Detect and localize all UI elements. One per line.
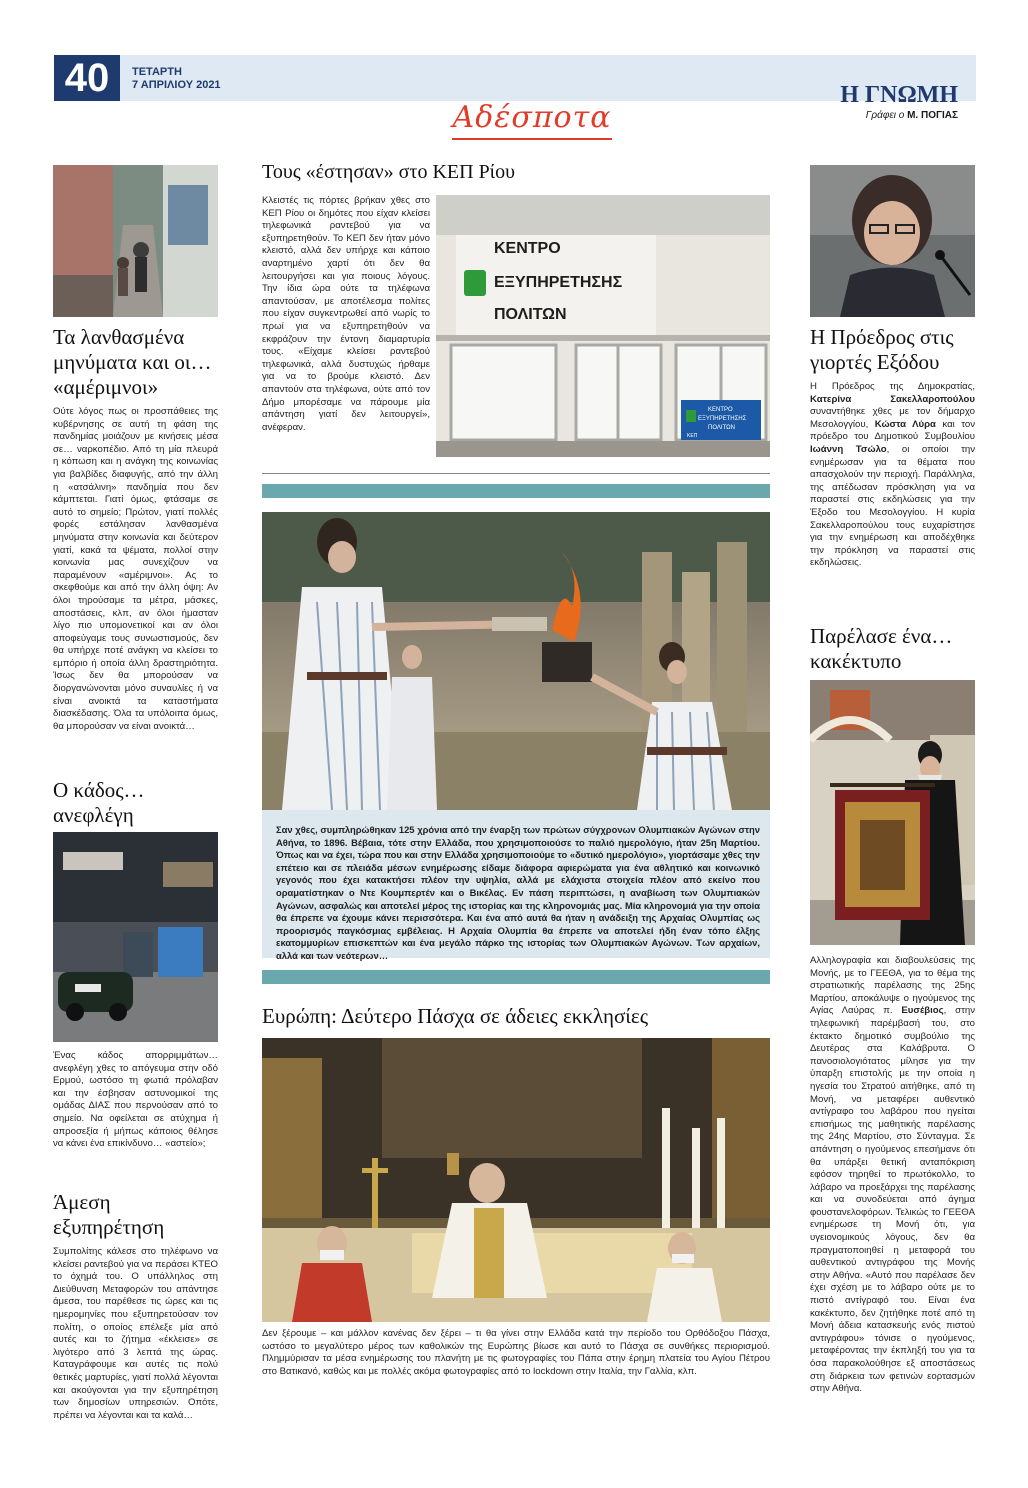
issue-date (132, 66, 221, 92)
issue-full-date: 7 ΑΠΡΙΛΙΟΥ 2021 (132, 79, 221, 91)
president-name-2: Κώστα Λύρα (874, 418, 936, 430)
olympic-flame-photo (262, 512, 770, 810)
story-2 (53, 778, 218, 828)
president-headline: Η Πρόεδρος στις γιορτές Εξόδου (810, 325, 954, 374)
story-2-body: Ένας κάδος απορριμμάτων… ανεφλέγη χθες το απόγευμα στην οδό Ερμού, ωστόσο τη φωτιά πρόλαβαν και την έσβησαν αστυνομικοί της ομάδας ΔΙΑΣ που περνούσαν από το σημείο. Να οφείλεται σε ατύχημα ή απροσεξία ή μήπως κάποιος θέλησε να κάνει ένα επικίνδυνο… «αστείο»; (53, 1050, 218, 1150)
parade-headline: Παρέλασε ένα… κακέκτυπο (810, 624, 953, 673)
parade-body (810, 955, 975, 1396)
section-title: Αδέσποτα (452, 100, 612, 135)
kep-body-col (262, 195, 430, 434)
olympic-caption-col (276, 824, 760, 963)
pope-easter-photo (262, 1038, 770, 1322)
issue-day: ΤΕΤΑΡΤΗ (132, 66, 182, 78)
bin-fire-photo (53, 832, 218, 1042)
story-3 (53, 1190, 218, 1422)
kep-sign-line2: ΕΞΥΠΗΡΕΤΗΣΗΣ (494, 274, 623, 291)
europe-body: Δεν ξέρουμε – και μάλλον κανένας δεν ξέρει – τι θα γίνει στην Ελλάδα κατά την περίοδο του Ορθόδοξου Πάσχα, ωστόσο το μεγαλύτερο μέρος των καθολικών της Ευρώπης βίωσε και αυτό το Πάσχα σε συνθήκες περιορισμού. Πλημμύρισαν τα μέσα ενημέρωσης του πλανήτη με τις φωτογραφίες του Πάπα στην έρημη πλατεία του Αγίου Πέτρου στο Βατικανό, καθώς και με πολλές ακόμα φωτογραφίες από το lockdown στην Ιταλία, την Γαλλία, κλπ. (262, 1328, 770, 1377)
kep-small-sign-4: ΚΕΠ (687, 433, 698, 439)
story-1-body: Ούτε λόγος πως οι προσπάθειες της κυβέρνησης σε αυτή τη φάση της πανδημίας μοιάζουν με κινήσεις μέσα σε… ναρκοπέδιο. Από τη μία πλευρά η κόπωση και η ανάγκη της κοινωνίας για βαλβίδες διαφυγής, από την άλλη η «ατσάλινη» πανδημία που δεν κάμπτεται. Γιατί όμως, φτάσαμε σε αυτό το σημείο; Πρώτον, γιατί πολλές φορές εστάλησαν λανθασμένα μηνύματα στην κοινωνία και δεύτερον γιατί, κακά τα ψέματα, πολλοί στην κοινωνία μας συνεχίζουν να παραμένουν «αμέριμνοι». Ας το σκεφθούμε και από την άλλη όψη: Αν όλοι τηρούσαμε τα μέτρα, μάσκες, αποστάσεις, κλπ, αν όλοι ήμασταν λίγο πιο υπομονετικοί και αν όλοι αποφεύγαμε τους συνωστισμούς, δεν θα υπήρχε ποτέ ανάγκη να κλείσει το εμπόριο ή οποία άλλη δραστηριότητα. Ίσως δεν θα μπορούσαν να διοργανώνονται μόνο συναυλίες ή να είναι ανοικτά τα καταστήματα διασκέδασης. Όλα τα υπόλοιπα όμως, θα μπορούσαν να είναι ανοικτά… (53, 406, 218, 732)
europe-headline: Ευρώπη: Δεύτερο Πάσχα σε άδειες εκκλησίες (262, 1004, 649, 1028)
president-body-a: Η Πρόεδρος της Δημοκρατίας, (810, 381, 975, 392)
parade-body-b: , στην τηλεφωνική παρέμβασή του, στο έκτακτο δημοτικό συμβούλιο της Δευτέρας στα Καλάβρυτα. Ο πανοσιολογιότατος μίλησε για την ύπαρξη επιστολής με την οποία η ηγεσία του Στρατού αιτήθηκε, από τη Μονή, να μεταφέρει αυθεντικό αντίγραφο του λαβάρου που ηγείται επισήμως της μαθητικής παρέλασης της 24ης Μαρτίου, στο Σύνταγμα. Σε απάντηση ο ηγούμενος επεσήμανε ότι θα υπάρξει θετική ανταπόκριση εφόσον τηρηθεί το πρωτόκολλο, το λάβαρο να προεξάρχει της παρέλασης και να συνοδεύεται από άγημα φουστανελοφόρων. Τελικώς το ΓΕΕΘΑ ενημέρωσε τη Μονή ότι, για υγειονομικούς λόγους, δεν θα πραγματοποιηθεί η μεταφορά του αυθεντικού αντιγράφου της Μονής στην Αθήνα. «Αυτό που παρέλασε δεν έχει σχέση με το λάβαρο ούτε με το πιστό αντίγραφό του. Είναι ένα κακέκτυπο, δεν ζητήθηκε ποτέ από τη Μονή άδεια κατασκευής ενός πιστού αντιγράφου» τόνισε ο ηγούμενος, μεταφέροντας την έκπληξή του για τα όσα παρακολούθησε εξ αποστάσεως στη διάρκεια των φετινών εορτασμών στην Αθήνα. (810, 1005, 975, 1395)
kep-body: Κλειστές τις πόρτες βρήκαν χθες στο ΚΕΠ Ρίου οι δημότες που είχαν κλείσει τηλεφωνικά ραντεβού για να εξυπηρετηθούν. Το ΚΕΠ δεν ήταν μόνο κλειστό, αλλά δεν υπήρχε και κάποιο αναρτημένο χαρτί ότι δεν θα λειτουργήσει και για ποιους λόγους. Την ίδια ώρα ούτε τα τηλέφωνα απαντούσαν, με αποτέλεσμα πολίτες που είχαν συγκεντρωθεί από νωρίς το πρωί για να εξυπηρετηθούν να εκφράζουν την έντονη διαμαρτυρία τους. «Είχαμε κλείσει ραντεβού τηλεφωνικά, αλλά δυστυχώς ήρθαμε για να το βρούμε κλειστό. Δεν απαντούν στα τηλέφωνα, ούτε από τον Δήμο μπορέσαμε να πάρουμε μία απάντηση γιατί δεν λειτουργεί», ανέφεραν. (262, 195, 430, 433)
president-name-1: Κατερίνα Σακελλαροπούλου (810, 393, 975, 405)
president-story (810, 325, 975, 570)
page-number: 40 (54, 55, 120, 101)
president-body-b: συναντήθηκε χθες με τον δήμαρχο Μεσολογγίου, (810, 406, 975, 430)
street-photo (53, 165, 218, 317)
president-body-c: και τον πρόεδρο του Δημοτικού Συμβουλίου (810, 418, 975, 443)
teal-divider-1 (262, 484, 770, 498)
story-2-headline: Ο κάδος… ανεφλέγη (53, 778, 145, 827)
parade-body-a: Αλληλογραφία και διαβουλεύσεις της Μονής, με το ΓΕΕΘΑ, για το θέμα της στρατιωτικής παρέλασης της 25ης Μαρτίου, αποκάλυψε ο ηγούμενος της Αγίας Λαύρας π. (810, 955, 975, 1017)
president-body-d: , οι οποίοι την ενημέρωσαν για τα θέματα που απασχολούν την περιοχή. Παράλληλα, της απέδωσαν πρόσκληση για να παραστεί στις εκδηλώσεις για την Έξοδο του Μεσολογγίου. Η κυρία Σακελλαροπούλου τους ευχαρίστησε για την ενημέρωση και αποδέχθηκε την πρόκληση να παραστεί στις εκδηλώσεις. (810, 443, 975, 569)
byline-prefix: Γράφει ο (865, 110, 905, 121)
president-body (810, 381, 975, 570)
kep-story (262, 160, 770, 185)
newspaper-logo: Η ΓΝΩΜΗ (840, 82, 958, 108)
story-1-headline: Τα λανθασμένα μηνύματα και οι… «αμέριμνοι» (53, 325, 212, 399)
banner-photo (810, 680, 975, 945)
kep-sign-line3: ΠΟΛΙΤΩΝ (494, 306, 567, 323)
kep-small-sign-3: ΠΟΛΙΤΩΝ (708, 425, 735, 431)
byline (780, 110, 958, 121)
olympic-caption: Σαν χθες, συμπληρώθηκαν 125 χρόνια από την έναρξη των πρώτων σύγχρονων Ολυμπιακών Αγώνων στην Αθήνα, το 1896. Βέβαια, τότε στην Ελλάδα, που χρησιμοποιούσε το παλιό ημερολόγιο, ήταν 25η Μαρτίου. Όπως και να έχει, τώρα που και στην Ελλάδα χρησιμοποιούμε το «δυτικό ημερολόγιο», γιορτάσαμε χθες την επέτειο και σε πλειάδα μέσων ενημέρωσης είδαμε διάφορα αφιερώματα για ένα αθλητικό και κοινωνικό γεγονός που έχει κατακτήσει πλέον την υψηλία, αλλά με ελάχιστα στοιχεία πλέον από εκείνο που οραματίστηκαν ο Ντε Κουμπερτέν και ο Βικέλας. Εν πάση περιπτώσει, η αναβίωση των Ολυμπιακών Αγώνων, ασφαλώς και αποτελεί μέρος της ιστορίας και της κληρονομιάς μας. Μία κληρονομιά για την οποία θα έπρεπε να έχουμε κάνει περισσότερα. Και ένα από αυτά θα ήταν η ανάδειξη της Αρχαίας Ολυμπίας ως προορισμός παγκόσμιας εμβέλειας. Η Αρχαία Ολυμπία θα έπρεπε να αποτελεί ήδη έναν τόπο έλξης εκατομμυρίων επισκεπτών και ένα μεγάλο πάρκο της ιστορίας των Ολυμπιακών Αγώνων. Των αρχαίων, αλλά και των νεότερων… (276, 824, 760, 961)
section-underline (452, 138, 612, 140)
parade-story (810, 624, 975, 674)
europe-body-col (262, 1328, 770, 1378)
europe-story (262, 1004, 770, 1029)
kep-headline: Τους «έστησαν» στο ΚΕΠ Ρίου (262, 161, 515, 183)
kep-sign-line1: ΚΕΝΤΡΟ (494, 240, 561, 257)
kep-photo (436, 195, 770, 457)
teal-divider-2 (262, 970, 770, 984)
story-3-body: Συμπολίτης κάλεσε στο τηλέφωνο να κλείσει ραντεβού για να περάσει ΚΤΕΟ το όχημά του. Ο υπάλληλος στη Διεύθυνση Μεταφορών του απάντησε άμεσα, του παρέθεσε τις ώρες και τις ημερομηνίες που εξυπηρετούσαν τον πολίτη, ο οποίος επέλεξε μία από αυτές και το ζήτημα «έκλεισε» σε λιγότερο από 3 λεπτά της ώρας. Καταγράφουμε και αυτές τις πολύ θετικές μαρτυρίες, γιατί πολλά λέγονται και ακούγονται για την εξυπηρέτηση των δημοσίων υπηρεσιών. Οπότε, πρέπει να λέγονται και τα καλά… (53, 1246, 218, 1421)
story-2-body-col (53, 1050, 218, 1151)
kep-small-sign-1: ΚΕΝΤΡΟ (708, 407, 733, 413)
president-name-3: Ιωάννη Τσώλο (810, 443, 887, 455)
kep-bottom-rule (262, 473, 770, 474)
byline-author: Μ. ΠΟΓΙΑΣ (907, 110, 958, 121)
parade-body-col (810, 955, 975, 1396)
parade-name: Ευσέβιος (901, 1005, 944, 1017)
president-photo (810, 165, 975, 317)
story-3-headline: Άμεση εξυπηρέτηση (53, 1190, 165, 1239)
kep-small-sign-2: ΕΞΥΠΗΡΕΤΗΣΗΣ (698, 416, 747, 422)
story-1 (53, 325, 218, 733)
